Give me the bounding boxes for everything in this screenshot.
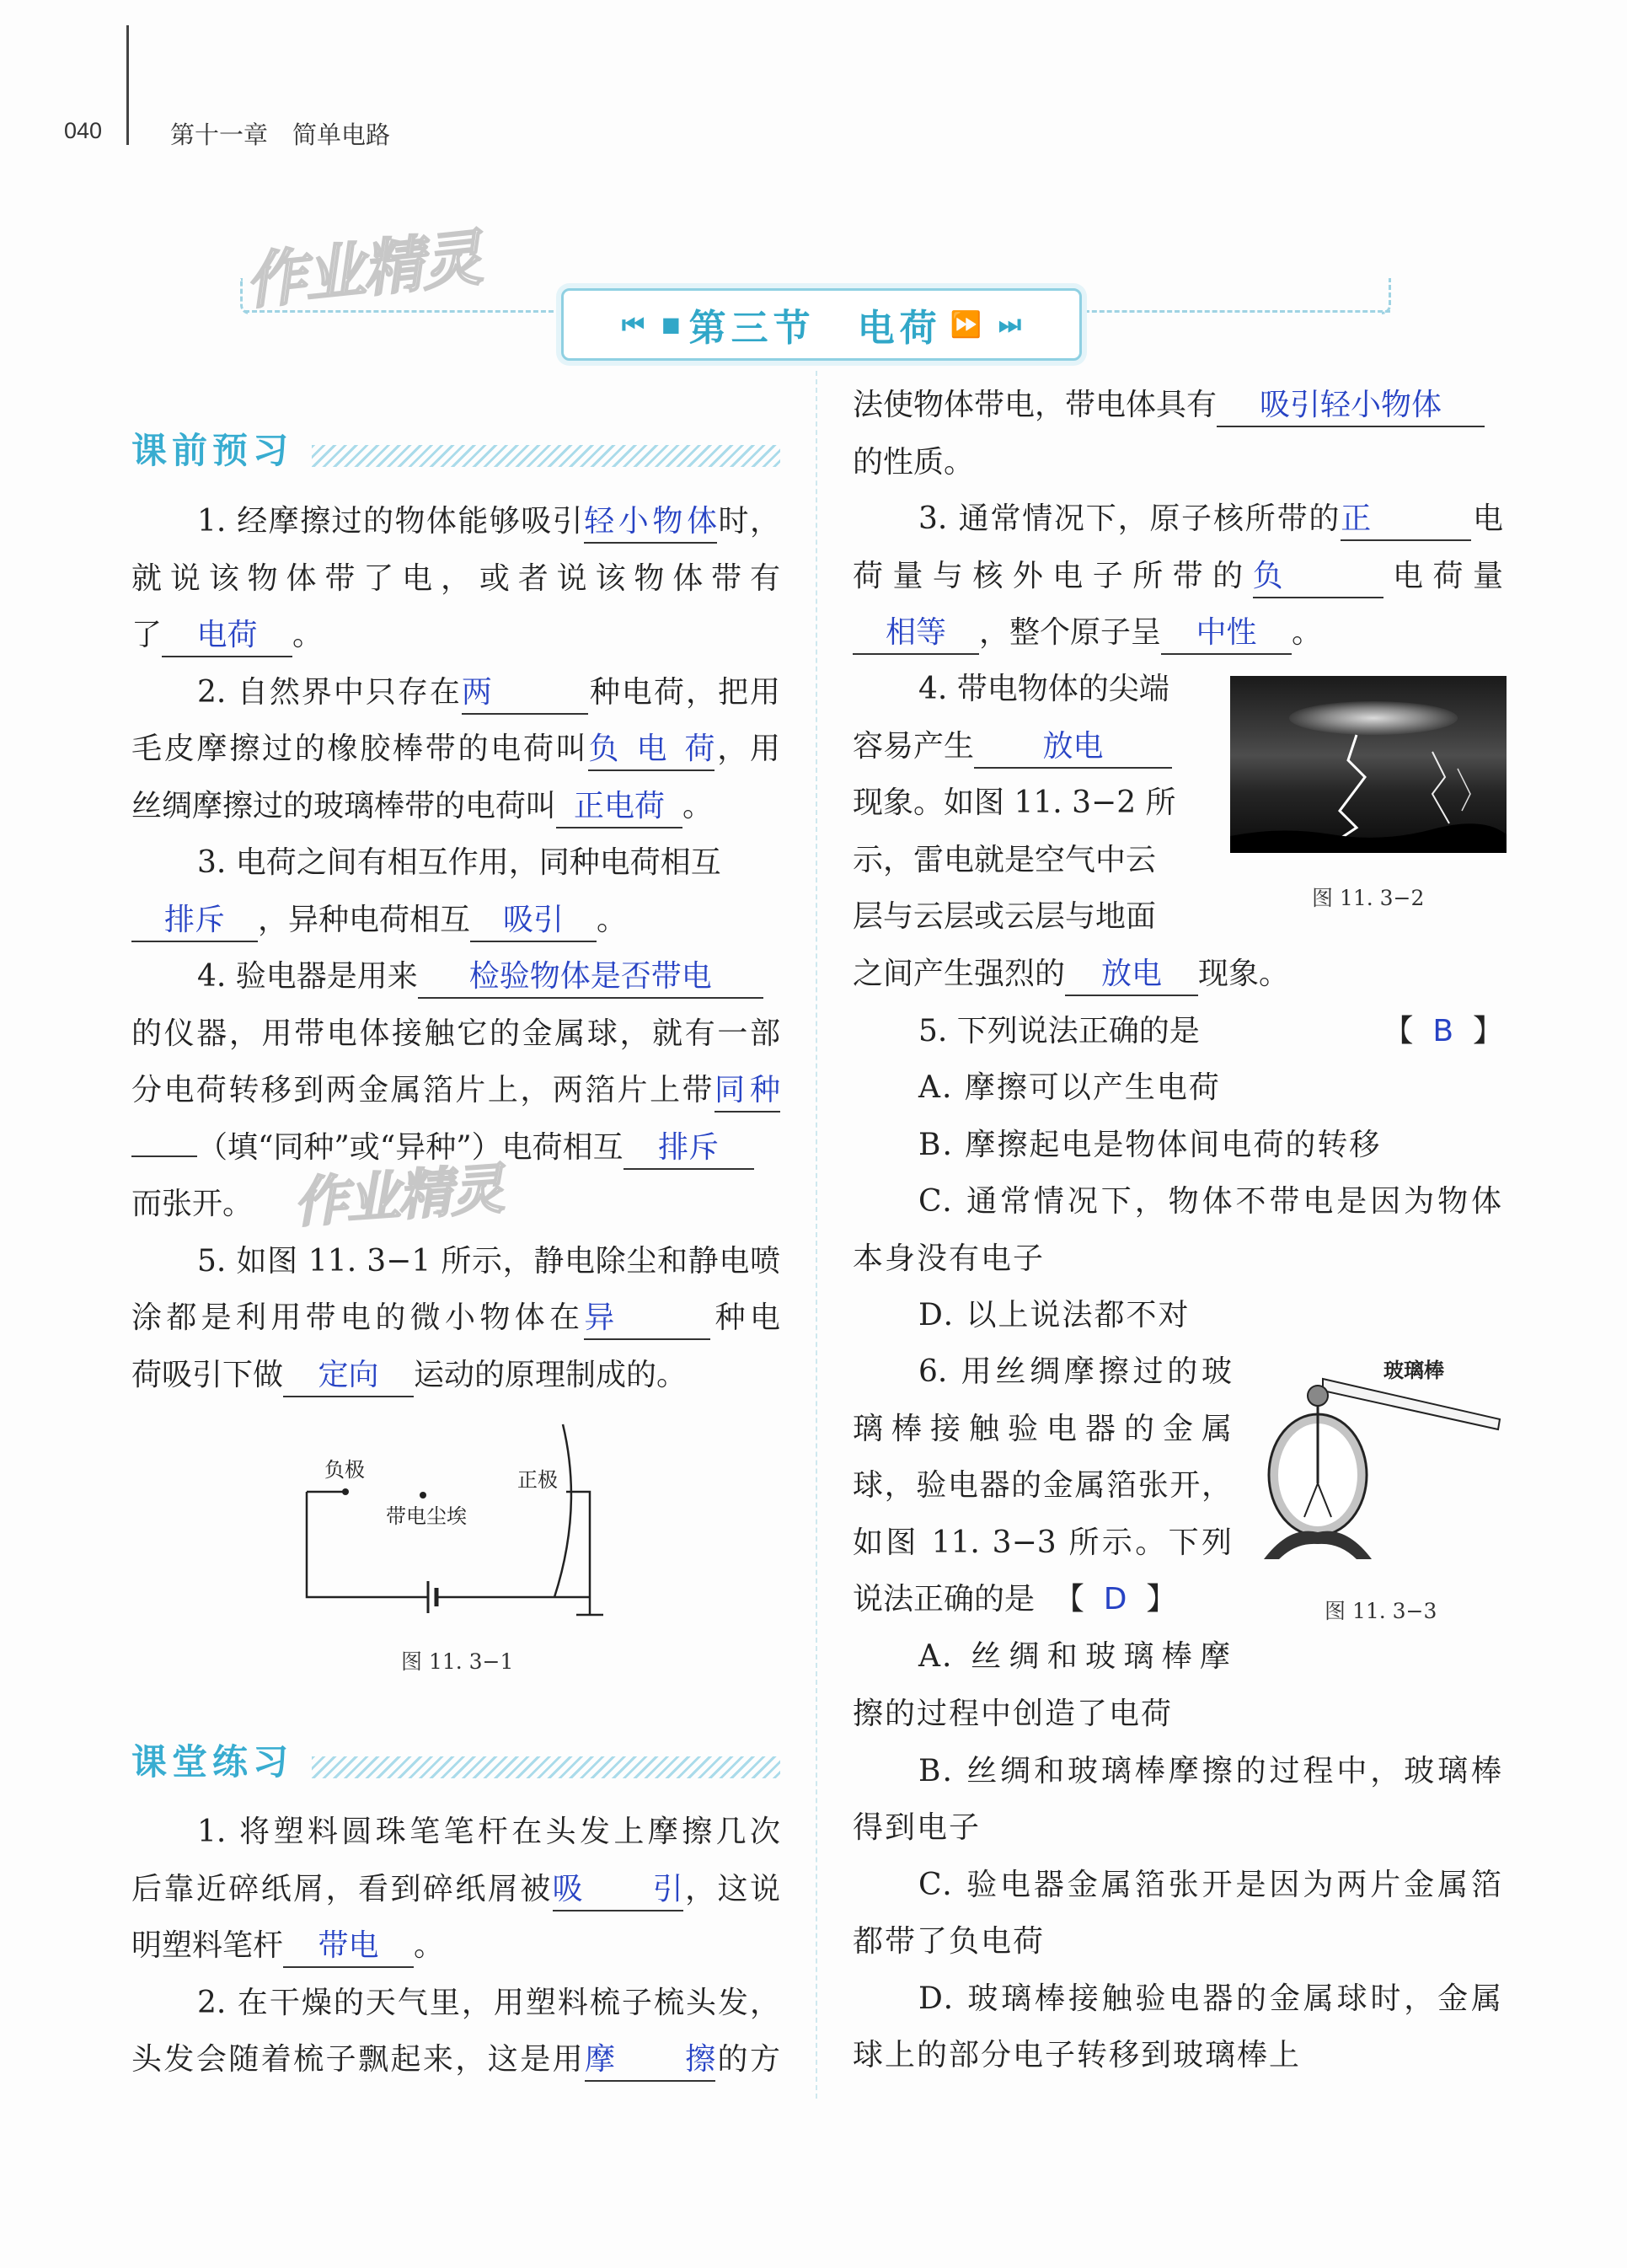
q1-line2: 就说该物体带了电，或者说该物体带有 (131, 560, 780, 596)
figure3-caption: 图 11. 3−3 (1325, 1599, 1437, 1623)
p1-line2 (131, 1861, 780, 1918)
text: 荷量与核外电子所带的 (853, 558, 1253, 593)
dust-label: 带电尘埃 (386, 1504, 467, 1528)
glass-rod (1323, 1379, 1500, 1429)
left-column-preview (131, 493, 780, 1403)
answer-blank: 检验物体是否带电 (418, 957, 763, 999)
preview-heading-hatch (312, 445, 780, 467)
q5-answer: B (1432, 1013, 1454, 1048)
text: ，整个原子呈 (979, 615, 1162, 650)
answer-blank: 排斥 (624, 1128, 754, 1170)
q5-line3 (131, 1347, 780, 1404)
q5-option-d: D. 以上说法都不对 (918, 1298, 1191, 1332)
skip-forward-icon: ⏭ (998, 309, 1022, 340)
r-q2-line2: 的性质。 (853, 444, 975, 480)
r-q3-line1 (853, 491, 1503, 548)
text: 运动的原理制成的。 (414, 1357, 688, 1392)
text: 涂都是利用带电的微小物体在 (131, 1300, 585, 1335)
left-column-practice (131, 1804, 780, 2088)
q6-option-d2: 球上的部分电子转移到玻璃棒上 (853, 2038, 1302, 2072)
title-dash-right (1077, 310, 1390, 313)
answer-blank (131, 1155, 197, 1157)
answer-blank: 定向 (283, 1355, 414, 1397)
text: 种电 (710, 1300, 780, 1335)
watermark-logo: 作业精灵 (242, 222, 484, 318)
title-dash-left (244, 310, 561, 313)
right-q4-text (853, 661, 1198, 946)
answer-blank: 吸引 (470, 900, 597, 942)
negative-pole-label: 负极 (324, 1458, 365, 1482)
text: 的方 (715, 2042, 780, 2077)
q6-option-b2: 得到电子 (853, 1810, 982, 1845)
p2-line1: 2. 在干燥的天气里，用塑料梳子梳头发， (197, 1985, 780, 2020)
q4-line5: 而张开。 (131, 1187, 254, 1221)
text: 时， (717, 504, 780, 539)
answer-blank: 同种 (714, 1070, 780, 1113)
text: 了 (131, 618, 163, 652)
text: （填“同种”或“异种”）电荷相互 (197, 1129, 624, 1165)
answer-blank: 异 (584, 1298, 710, 1340)
text: 分电荷转移到两金属箔片上，两箔片上带 (131, 1073, 714, 1107)
answer-blank: 吸引轻小物体 (1217, 385, 1485, 427)
text: 2. 自然界中只存在 (197, 674, 462, 710)
bolt-secondary (1432, 752, 1449, 823)
text: 说法正确的是 (853, 1582, 1036, 1617)
q1-line1 (131, 493, 780, 550)
text: 现象。 (1198, 957, 1290, 991)
q6-line2: 璃棒接触验电器的金属 (853, 1411, 1232, 1446)
q6-line3: 球，验电器的金属箔张开， (853, 1468, 1232, 1503)
preview-heading: 课前预习 (131, 430, 294, 471)
lightning-bolt-icon (1230, 676, 1507, 853)
section-title: 第三节 电荷 (688, 307, 942, 350)
q5-option-a: A. 摩擦可以产生电荷 (918, 1070, 1221, 1105)
q6-answer: D (1103, 1582, 1127, 1617)
q1-line3 (131, 607, 780, 664)
text: 明塑料笔杆 (131, 1928, 284, 1963)
p1-line3 (131, 1917, 780, 1975)
right-column-top (853, 377, 1503, 662)
practice-heading-hatch (312, 1756, 780, 1778)
q3-line1: 3. 电荷之间有相互作用，同种电荷相互 (197, 845, 721, 880)
text: 法使物体带电，带电体具有 (853, 388, 1218, 422)
q6-option-c2: 都带了负电荷 (853, 1924, 1046, 1959)
lightning-photo (1230, 676, 1507, 853)
metal-ball (1308, 1386, 1328, 1406)
q6-option-a2: 擦的过程中创造了电荷 (853, 1697, 1174, 1731)
q3-line2 (131, 892, 780, 949)
text: 之间产生强烈的 (853, 957, 1066, 991)
q6-option-a1: A. 丝绸和玻璃棒摩 (918, 1638, 1232, 1674)
q5-line2 (131, 1289, 780, 1347)
q6-line1: 6. 用丝绸摩擦过的玻 (918, 1354, 1232, 1389)
square-icon: ■ (661, 313, 681, 336)
r-q2-line1 (853, 377, 1503, 434)
text: 电荷量 (1383, 558, 1503, 593)
answer-blank: 带电 (283, 1926, 414, 1968)
text: ，用 (714, 732, 780, 766)
bolt-tertiary (1458, 769, 1470, 811)
text: ，这说 (682, 1871, 780, 1906)
chapter-title: 第十一章 简单电路 (170, 121, 391, 149)
q2-line3 (131, 778, 780, 835)
p2-line2 (131, 2031, 780, 2088)
text: 。 (414, 1928, 445, 1963)
text: 4. 验电器是用来 (197, 959, 418, 994)
text: ，异种电荷相互 (258, 902, 471, 937)
skip-back-icon: ⏮ (621, 309, 645, 340)
figure1-caption: 图 11. 3−1 (401, 1649, 514, 1674)
text: 3. 通常情况下，原子核所带的 (918, 501, 1341, 536)
r-q4-line1: 4. 带电物体的尖端 (918, 672, 1169, 706)
r-q3-line2 (853, 548, 1503, 605)
q2-line2 (131, 721, 780, 778)
text: 种电荷，把用 (587, 674, 780, 710)
text: 电 (1471, 501, 1503, 536)
text: 头发会随着梳子飘起来，这是用 (131, 2042, 586, 2077)
answer-blank: 两 (462, 673, 588, 715)
q6-option-d1: D. 玻璃棒接触验电器的金属球时，金属 (918, 1981, 1503, 2016)
text: 。 (1292, 615, 1323, 650)
q5-option-c2: 本身没有电子 (853, 1241, 1046, 1276)
answer-blank: 电荷 (162, 615, 292, 657)
page-number: 040 (64, 118, 103, 143)
text: 。 (292, 618, 324, 652)
answer-blank: 正电荷 (556, 786, 682, 828)
answer-blank: 摩擦 (585, 2040, 715, 2082)
r-q3-line3 (853, 604, 1503, 662)
section-title-box (561, 288, 1082, 361)
q4-line1 (131, 948, 780, 1005)
text: 后靠近碎纸屑，看到碎纸屑被 (131, 1871, 553, 1906)
positive-pole-label: 正极 (517, 1468, 558, 1492)
right-column-middle (853, 946, 1503, 1344)
column-divider (816, 371, 817, 2099)
text: 容易产生 (853, 728, 975, 764)
figure2-caption: 图 11. 3−2 (1312, 886, 1425, 910)
text: 。 (597, 902, 628, 937)
answer-blank: 排斥 (131, 900, 258, 942)
text: 1. 经摩擦过的物体能够吸引 (197, 504, 585, 539)
q5-option-b: B. 摩擦起电是物体间电荷的转移 (918, 1127, 1382, 1162)
answer-blank: 负 (1253, 556, 1383, 598)
dust-dot (420, 1492, 426, 1499)
r-q4-line6 (853, 946, 1503, 1003)
answer-bracket: 【 B 】 (1383, 1013, 1503, 1048)
q4-line3 (131, 1062, 780, 1119)
bolt-main (1331, 735, 1365, 844)
forward-icon: ⏩ (950, 309, 982, 340)
title-dash-curl-left (240, 278, 249, 314)
answer-blank: 吸引 (553, 1869, 683, 1911)
q5-option-c1: C. 通常情况下，物体不带电是因为物体 (918, 1184, 1503, 1219)
text: 荷吸引下做 (131, 1357, 284, 1392)
r-q4-line2 (853, 718, 1198, 775)
answer-blank: 相等 (853, 613, 979, 655)
answer-blank: 正 (1341, 499, 1471, 541)
practice-heading: 课堂练习 (131, 1741, 294, 1783)
p1-line1: 1. 将塑料圆珠笔笔杆在头发上摩擦几次 (197, 1815, 780, 1849)
q4-line4 (131, 1119, 780, 1177)
answer-blank: 轻小物体 (584, 501, 717, 544)
r-q5-stem (853, 1003, 1503, 1060)
r-q4-line5: 层与云层或云层与地面 (853, 899, 1157, 934)
header-divider (126, 25, 129, 145)
figure-electroscope (1255, 1348, 1508, 1576)
answer-blank: 放电 (974, 727, 1172, 769)
text: 5. 下列说法正确的是 (918, 1013, 1200, 1048)
q5-line1: 5. 如图 11. 3−1 所示，静电除尘和静电喷 (197, 1243, 780, 1279)
ground-silhouette (1230, 823, 1507, 853)
q6-line5: 说法正确的是 【 D 】 (853, 1582, 1177, 1617)
q4-line2: 的仪器，用带电体接触它的金属球，就有一部 (131, 1016, 780, 1051)
right-q6-text (853, 1343, 1232, 1685)
q6-line4: 如图 11. 3−3 所示。下列 (853, 1525, 1232, 1560)
watermark-logo-2: 作业精灵 (292, 1158, 505, 1236)
answer-blank: 中性 (1161, 613, 1292, 655)
text: 。 (682, 788, 714, 823)
text: 毛皮摩擦过的橡胶棒带的电荷叫 (131, 732, 589, 766)
right-column-bottom (853, 1686, 1503, 2084)
electroscope-stand (1264, 1531, 1372, 1559)
q6-option-c1: C. 验电器金属箔张开是因为两片金属箔 (918, 1867, 1503, 1902)
answer-blank: 负电荷 (588, 729, 714, 771)
title-dash-curl-right (1382, 278, 1391, 314)
text: 丝绸摩擦过的玻璃棒带的电荷叫 (131, 788, 557, 823)
q2-line1 (131, 664, 780, 721)
answer-blank: 放电 (1065, 954, 1198, 996)
q6-option-b1: B. 丝绸和玻璃棒摩擦的过程中，玻璃棒 (918, 1753, 1503, 1788)
r-q4-line4: 示，雷电就是空气中云 (853, 842, 1157, 877)
r-q4-line3: 现象。如图 11. 3−2 所 (853, 785, 1176, 820)
positive-plate (554, 1424, 571, 1597)
glass-rod-label: 玻璃棒 (1383, 1359, 1444, 1382)
figure-electrostatic-circuit (286, 1416, 624, 1618)
